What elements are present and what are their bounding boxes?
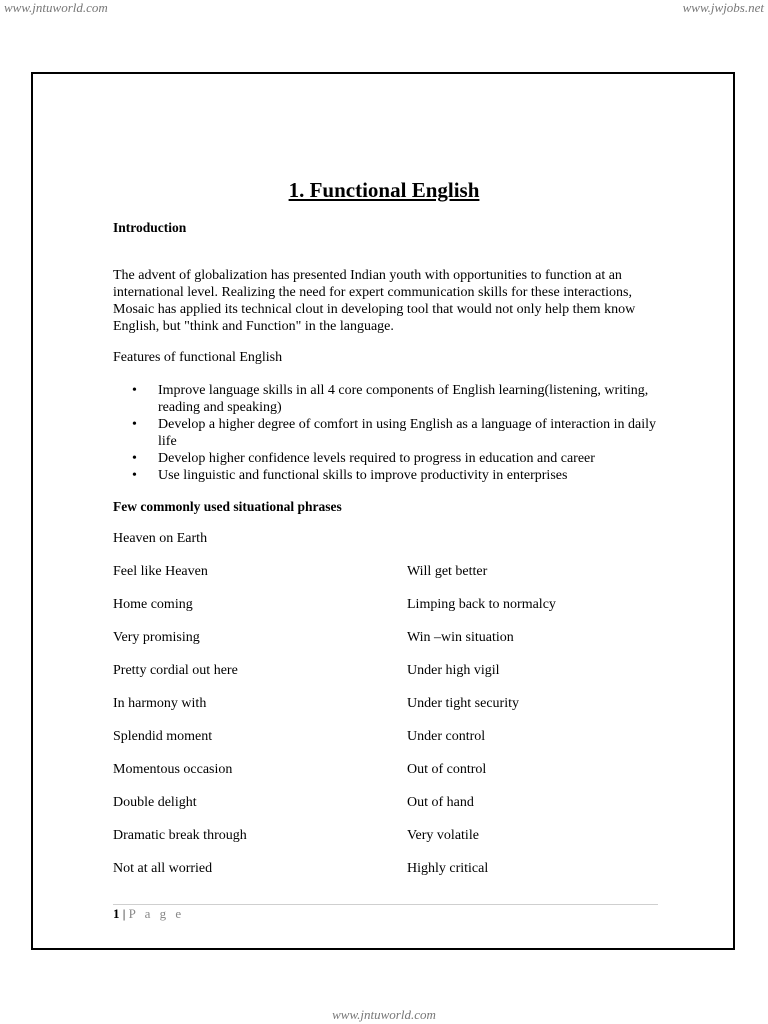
bullet-icon: • xyxy=(132,383,137,398)
phrases-table xyxy=(113,563,658,893)
list-item-text: Develop a higher degree of comfort in using English as a language of interaction in daily life xyxy=(158,417,657,449)
phrase-right: Out of hand xyxy=(407,795,474,810)
list-item-text: Use linguistic and functional skills to improve productivity in enterprises xyxy=(158,468,568,483)
phrase-right: Under tight security xyxy=(407,696,519,711)
list-item xyxy=(113,450,658,467)
features-list xyxy=(113,382,658,484)
list-item xyxy=(113,416,658,450)
table-row xyxy=(113,629,658,662)
watermark-top-right[interactable]: www.jwjobs.net xyxy=(682,0,764,15)
page-title: 1. Functional English xyxy=(288,178,480,202)
table-row xyxy=(113,761,658,794)
phrase-left: Not at all worried xyxy=(113,861,213,876)
phrase-single: Heaven on Earth xyxy=(113,531,208,546)
introduction-paragraph: The advent of globalization has presented Indian youth with opportunities to function at an international level. Realizing the need for expert communication skills for these interactions, Mosaic has applied its technical clout in developing tool that would not only help them know English, but "think and Function" in the language. xyxy=(113,268,636,334)
bullet-icon: • xyxy=(132,451,137,466)
phrase-left: Splendid moment xyxy=(113,729,213,744)
phrase-left: Momentous occasion xyxy=(113,762,233,777)
phrase-left: Pretty cordial out here xyxy=(113,663,238,678)
phrase-left: Feel like Heaven xyxy=(113,564,208,579)
list-item xyxy=(113,467,658,484)
table-row xyxy=(113,563,658,596)
phrase-left: Home coming xyxy=(113,597,193,612)
features-heading: Features of functional English xyxy=(113,350,283,365)
bullet-icon: • xyxy=(132,468,137,483)
phrase-right: Win –win situation xyxy=(407,630,514,645)
table-row xyxy=(113,728,658,761)
phrase-left: Dramatic break through xyxy=(113,828,247,843)
introduction-heading: Introduction xyxy=(113,220,187,235)
page-number: 1 xyxy=(113,906,120,921)
watermark-top-left[interactable]: www.jntuworld.com xyxy=(4,0,108,15)
phrase-left: In harmony with xyxy=(113,696,207,711)
watermark-bottom[interactable]: www.jntuworld.com xyxy=(332,1007,436,1022)
list-item-text: Develop higher confidence levels required to progress in education and career xyxy=(158,451,595,466)
table-row xyxy=(113,596,658,629)
table-row xyxy=(113,662,658,695)
phrase-left: Very promising xyxy=(113,630,200,645)
table-row xyxy=(113,860,658,893)
table-row xyxy=(113,794,658,827)
phrase-right: Highly critical xyxy=(407,861,489,876)
phrase-left: Double delight xyxy=(113,795,197,810)
phrase-right: Limping back to normalcy xyxy=(407,597,556,612)
bullet-icon: • xyxy=(132,417,137,432)
page-footer xyxy=(113,906,184,922)
phrase-right: Under high vigil xyxy=(407,663,500,678)
footer-divider xyxy=(113,904,658,905)
phrase-right: Very volatile xyxy=(407,828,479,843)
footer-separator: | xyxy=(122,906,126,921)
phrase-right: Out of control xyxy=(407,762,487,777)
table-row xyxy=(113,695,658,728)
phrase-right: Under control xyxy=(407,729,486,744)
phrases-heading: Few commonly used situational phrases xyxy=(113,499,342,514)
list-item-text: Improve language skills in all 4 core components of English learning(listening, writing, reading and speaking) xyxy=(158,383,649,415)
list-item xyxy=(113,382,658,416)
page-label: P a g e xyxy=(128,906,185,921)
table-row xyxy=(113,827,658,860)
phrase-right: Will get better xyxy=(407,564,488,579)
